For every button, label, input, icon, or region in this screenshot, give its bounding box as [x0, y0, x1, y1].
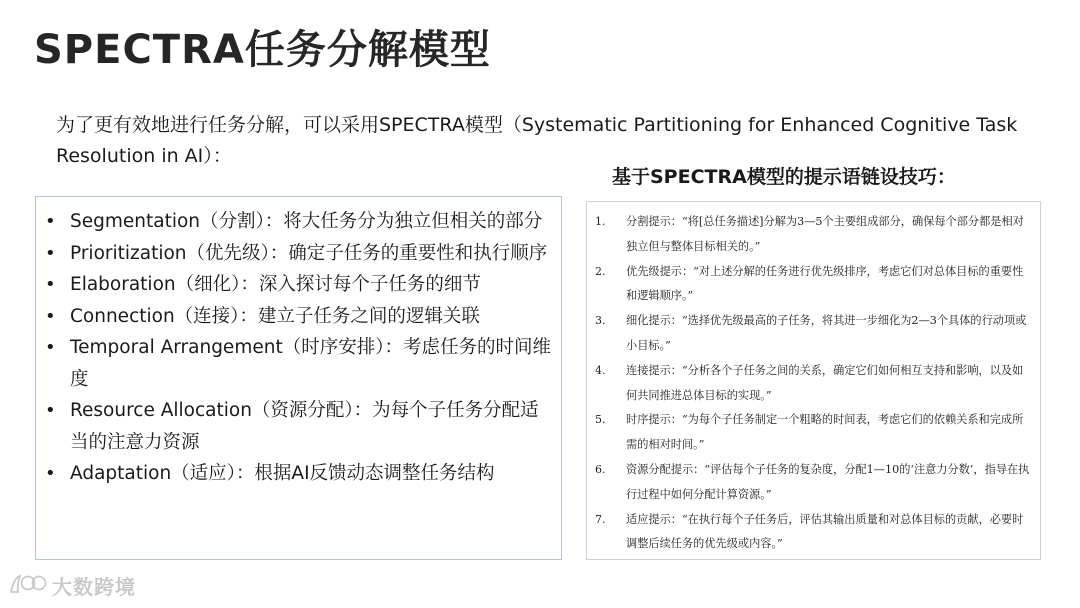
tip-number: 5. — [595, 413, 606, 427]
bullet-icon: • — [45, 400, 56, 421]
tip-number: 3. — [595, 314, 606, 328]
bullet-icon: • — [45, 211, 56, 232]
tip-item — [587, 359, 1040, 409]
tip-item — [587, 508, 1040, 558]
component-text: Prioritization（优先级）：确定子任务的重要性和执行顺序 — [70, 242, 548, 264]
watermark-text: 大数跨境 — [52, 574, 136, 599]
bullet-icon: • — [45, 274, 56, 295]
component-item — [36, 332, 561, 395]
component-text: Resource Allocation（资源分配）：为每个子任务分配适当的注意力资源 — [70, 400, 539, 453]
tip-number: 6. — [595, 462, 606, 476]
bullet-icon: • — [45, 337, 56, 358]
tip-number: 7. — [595, 512, 606, 526]
bullet-icon: • — [45, 305, 56, 327]
tip-item — [587, 260, 1040, 310]
components-list — [36, 197, 561, 490]
component-text: Segmentation（分割）：将大任务分为独立但相关的部分 — [70, 211, 543, 232]
tip-text: 细化提示：“选择优先级最高的子任务，将其进一步细化为2—3个具体的行动项或小目标。” — [626, 314, 1027, 352]
watermark — [8, 570, 136, 600]
page-title: SPECTRA任务分解模型 — [34, 27, 491, 73]
tip-text: 连接提示：“分析各个子任务之间的关系，确定它们如何相互支持和影响，以及如何共同推进总体目标的实现。” — [626, 363, 1024, 402]
tip-item — [587, 309, 1040, 359]
tip-item — [587, 210, 1040, 260]
tip-text: 适应提示：“在执行每个子任务后，评估其输出质量和对总体目标的贡献，必要时调整后续任务的优先级或内容。” — [626, 512, 1024, 551]
component-item — [36, 395, 561, 458]
component-item — [36, 458, 561, 490]
component-text: Connection（连接）：建立子任务之间的逻辑关联 — [70, 305, 480, 327]
component-item — [36, 238, 561, 270]
tip-number: 1. — [595, 215, 606, 228]
intro-paragraph: 为了更有效地进行任务分解，可以采用SPECTRA模型（Systematic Partitioning for Enhanced Cognitive Task Resolution in AI）： — [56, 114, 1018, 167]
components-box — [35, 196, 562, 560]
tip-item — [587, 458, 1040, 508]
bullet-icon: • — [45, 242, 56, 264]
component-item — [36, 269, 561, 301]
tip-item — [587, 408, 1040, 458]
tips-box — [586, 201, 1041, 560]
bullet-icon: • — [45, 463, 56, 484]
tip-number: 4. — [595, 363, 606, 377]
component-text: Elaboration（细化）：深入探讨每个子任务的细节 — [70, 274, 481, 295]
tip-text: 优先级提示：“对上述分解的任务进行优先级排序，考虑它们对总体目标的重要性和逻辑顺序。” — [626, 264, 1024, 303]
tip-text: 时序提示：“为每个子任务制定一个粗略的时间表，考虑它们的依赖关系和完成所需的相对时间。” — [626, 413, 1024, 452]
tip-number: 2. — [595, 264, 606, 278]
component-item — [36, 206, 561, 238]
component-item — [36, 301, 561, 333]
tip-text: 分割提示：“将[总任务描述]分解为3—5个主要组成部分，确保每个部分都是相对独立但与整体目标相关的。” — [626, 215, 1024, 253]
tips-list — [587, 202, 1040, 557]
tips-heading: 基于SPECTRA模型的提示语链设技巧： — [612, 166, 956, 188]
watermark-logo-icon — [8, 572, 48, 598]
component-text: Temporal Arrangement（时序安排）：考虑任务的时间维度 — [70, 337, 551, 390]
tip-text: 资源分配提示：“评估每个子任务的复杂度，分配1—10的‘注意力分数’，指导在执行过程中如何分配计算资源。” — [626, 462, 1030, 501]
component-text: Adaptation（适应）：根据AI反馈动态调整任务结构 — [70, 463, 495, 484]
